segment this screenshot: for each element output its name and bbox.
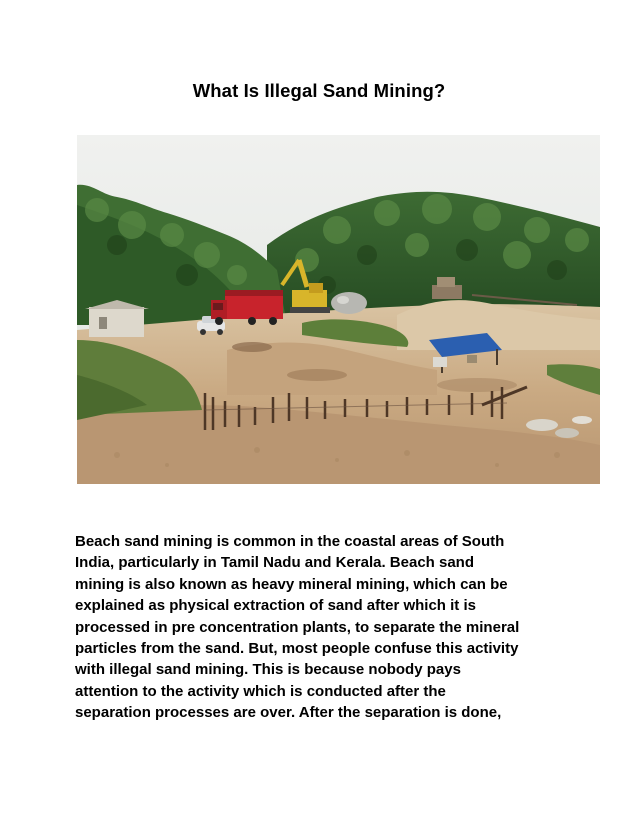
page-title: What Is Illegal Sand Mining? [192, 80, 446, 101]
paragraph-line: explained as physical extraction of sand after which it is [75, 597, 476, 615]
paragraph-line: Beach sand mining is common in the coastal areas of South [75, 533, 505, 550]
sand-mining-photo-illustration [77, 135, 600, 484]
tank [331, 292, 367, 314]
paragraph-line: processed in pre concentration plants, to separate the mineral [75, 618, 520, 636]
sand-mining-photo [77, 135, 600, 484]
paragraph-line: mining is also known as heavy mineral mining, which can be [75, 575, 508, 593]
paragraph-line: particles from the sand. But, most people confuse this activity [75, 640, 519, 658]
paragraph-line: India, particularly in Tamil Nadu and Kerala. Beach sand [75, 554, 475, 572]
paragraph-line: attention to the activity which is conducted after the [75, 682, 446, 700]
body-paragraph [75, 531, 565, 724]
paragraph-line: with illegal sand mining. This is because nobody pays [75, 661, 461, 679]
paragraph-line: separation processes are over. After the separation is done, [75, 704, 502, 722]
